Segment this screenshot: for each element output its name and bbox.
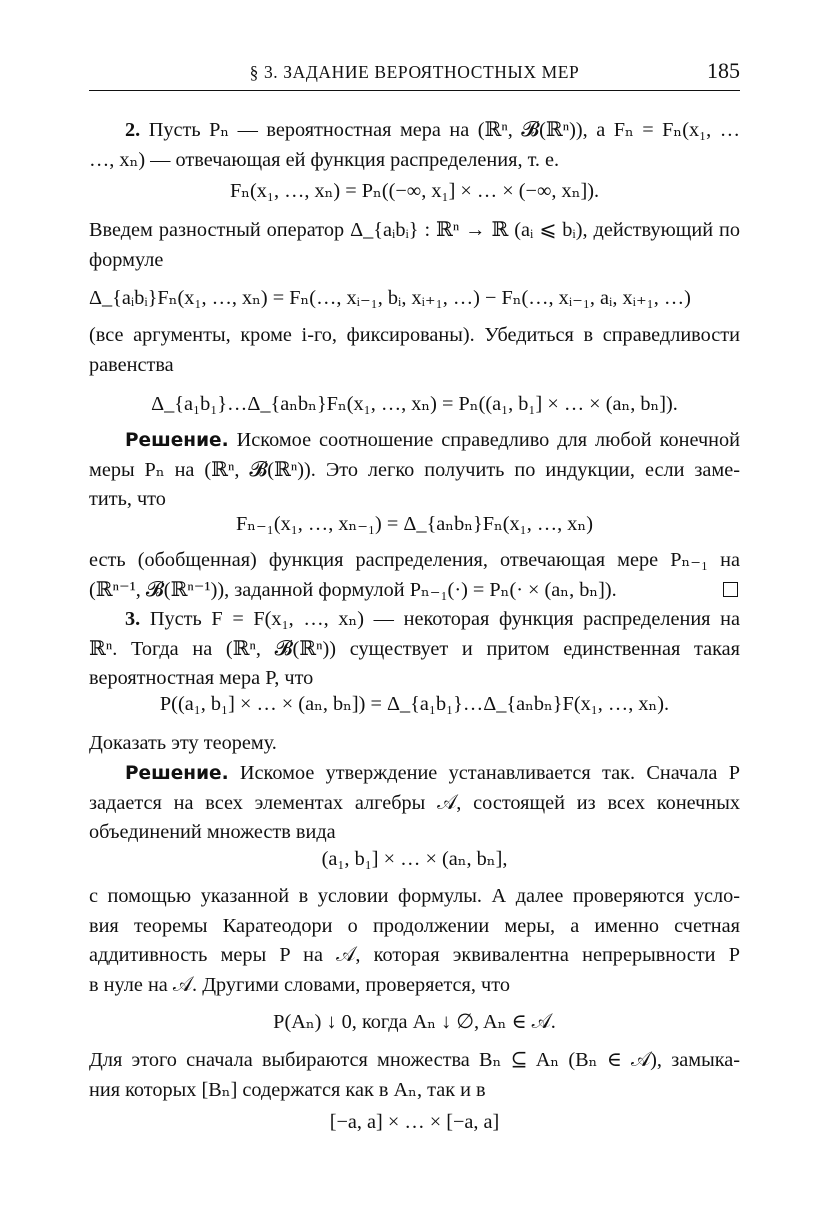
text-line: [89, 759, 740, 789]
text-line: (ℝⁿ⁻¹, 𝓑(ℝⁿ⁻¹)), заданной формулой Pₙ₋₁(·) = Pₙ(· × (aₙ, bₙ]).: [89, 578, 617, 601]
problem-number: 2.: [125, 119, 141, 141]
text-span: Пусть Pₙ — вероятностная мера на (ℝⁿ, 𝓑(ℝⁿ)), а Fₙ = Fₙ(x₁, …: [140, 119, 740, 141]
page-number: 185: [707, 58, 740, 83]
text-line: меры Pₙ на (ℝⁿ, 𝓑(ℝⁿ)). Это легко получить по индукции, если заме-: [89, 458, 740, 481]
solution-2-text: [89, 426, 740, 515]
text-line: формуле: [89, 248, 164, 271]
end-of-proof-square-icon: [723, 582, 738, 597]
equation-measure-of-box: Δ_{a₁b₁}…Δ_{aₙbₙ}Fₙ(x₁, …, xₙ) = Pₙ((a₁, b₁] × … × (aₙ, bₙ]).: [151, 393, 678, 415]
text-line: тить, что: [89, 488, 166, 510]
text-line: ℝⁿ. Тогда на (ℝⁿ, 𝓑(ℝⁿ)) существует и притом единственная такая: [89, 637, 740, 660]
text-line: Введем разностный оператор Δ_{aᵢbᵢ} : ℝⁿ → ℝ (aᵢ ⩽ bᵢ), действующий по: [89, 219, 740, 241]
text-line: с помощью указанной в условии формулы. А далее проверяются усло-: [89, 885, 740, 907]
text-line: есть (обобщенная) функция распределения, отвечающая мере Pₙ₋₁ на: [89, 549, 740, 571]
equation-difference-operator: Δ_{aᵢbᵢ}Fₙ(x₁, …, xₙ) = Fₙ(…, xᵢ₋₁, bᵢ, xᵢ₊₁, …) − Fₙ(…, xᵢ₋₁, aᵢ, xᵢ₊₁, …): [89, 287, 691, 309]
text-line: ния которых [Bₙ] содержатся как в Aₙ, так и в: [89, 1078, 486, 1101]
solution-3-text: [89, 759, 740, 848]
problem-2-claim: [89, 321, 740, 380]
solution-3-caratheodory: [89, 882, 740, 1000]
text-line: аддитивность меры P на 𝒜, которая эквивалентна непрерывности P: [89, 944, 740, 966]
text-span: Пусть F = F(x₁, …, xₙ) — некоторая функция распределения на: [140, 608, 740, 630]
equation-continuity-at-zero: P(Aₙ) ↓ 0, когда Aₙ ↓ ∅, Aₙ ∈ 𝒜.: [273, 1011, 556, 1033]
text-span: Искомое соотношение справедливо для любой конечной: [228, 429, 740, 451]
text-line: Доказать эту теорему.: [89, 732, 277, 754]
section-title: § 3. ЗАДАНИЕ ВЕРОЯТНОСТНЫХ МЕР: [249, 62, 580, 82]
problem-3-task: [89, 729, 740, 759]
solution-label: Решение.: [125, 430, 229, 451]
problem-2-text: [89, 116, 740, 175]
text-line: [89, 116, 740, 146]
text-line: [89, 426, 740, 456]
problem-2-operator: [89, 216, 740, 275]
running-header: [89, 56, 740, 91]
equation-theorem: P((a₁, b₁] × … × (aₙ, bₙ]) = Δ_{a₁b₁}…Δ_{aₙbₙ}F(x₁, …, xₙ).: [159, 693, 670, 715]
solution-3-compact-sets: [89, 1046, 740, 1105]
text-line: вероятностная мера P, что: [89, 667, 314, 689]
text-line: задается на всех элементах алгебры 𝒜, состоящей из всех конечных: [89, 791, 740, 814]
equation-induction-step: Fₙ₋₁(x₁, …, xₙ₋₁) = Δ_{aₙbₙ}Fₙ(x₁, …, xₙ): [236, 513, 593, 535]
book-page: [89, 56, 740, 1133]
equation-distribution-function: Fₙ(x₁, …, xₙ) = Pₙ((−∞, x₁] × … × (−∞, xₙ]).: [229, 180, 600, 202]
problem-number: 3.: [125, 608, 141, 630]
solution-label: Решение.: [125, 763, 229, 784]
text-line: [89, 605, 740, 635]
solution-2-conclusion: [89, 546, 740, 605]
equation-cube: [−a, a] × … × [−a, a]: [329, 1111, 500, 1133]
problem-3-text: [89, 605, 740, 694]
text-line: в нуле на 𝒜. Другими словами, проверяется, что: [89, 973, 510, 996]
text-line: …, xₙ) — отвечающая ей функция распределения, т. е.: [89, 148, 560, 171]
text-line: равенства: [89, 353, 174, 376]
text-line: объединений множеств вида: [89, 821, 336, 843]
text-span: Искомое утверждение устанавливается так. Сначала P: [228, 762, 740, 784]
equation-rectangle-set: (a₁, b₁] × … × (aₙ, bₙ],: [321, 848, 508, 870]
text-line: (все аргументы, кроме i-го, фиксированы). Убедиться в справедливости: [89, 324, 740, 346]
text-line: Для этого сначала выбираются множества Bₙ ⊆ Aₙ (Bₙ ∈ 𝒜), замыка-: [89, 1049, 740, 1071]
text-line: вия теоремы Каратеодори о продолжении меры, а именно счетная: [89, 914, 740, 937]
